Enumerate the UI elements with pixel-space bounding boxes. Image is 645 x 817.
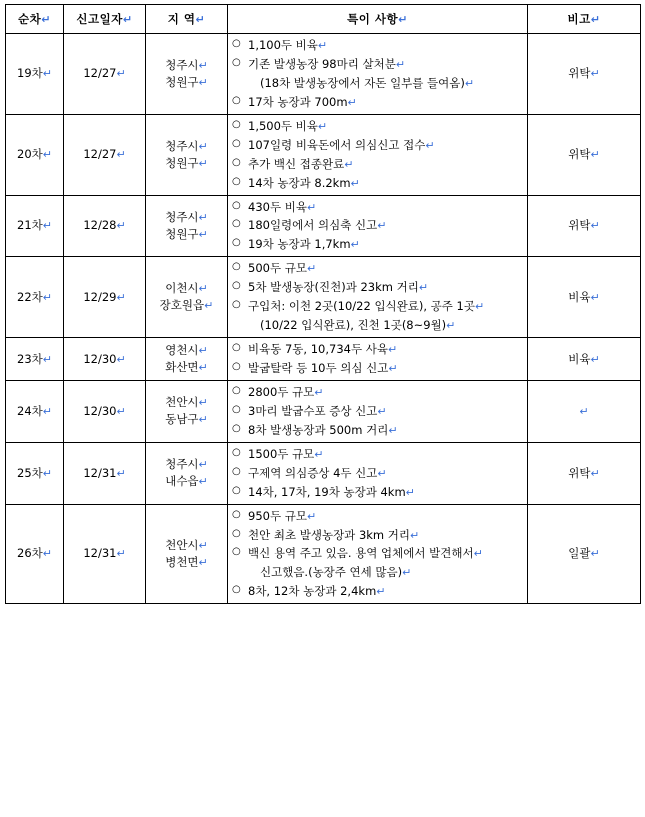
- detail-text: 1,500두 비육: [248, 118, 318, 133]
- region-line: [150, 297, 223, 314]
- detail-item: [232, 137, 523, 154]
- paragraph-mark-icon: ↵: [590, 352, 600, 366]
- paragraph-mark-icon: ↵: [195, 12, 206, 26]
- paragraph-mark-icon: ↵: [402, 566, 412, 580]
- cell-details: [228, 338, 528, 381]
- column-header-details: [228, 5, 528, 34]
- header-label-seq: 순차: [18, 11, 42, 26]
- paragraph-mark-icon: ↵: [198, 361, 208, 374]
- paragraph-mark-icon: ↵: [388, 423, 398, 437]
- paragraph-mark-icon: ↵: [116, 148, 126, 162]
- table-row: [6, 34, 641, 115]
- table-row: [6, 338, 641, 381]
- paragraph-mark-icon: ↵: [116, 404, 126, 418]
- detail-item: [232, 317, 523, 334]
- cell-region: [146, 380, 228, 442]
- paragraph-mark-icon: ↵: [122, 12, 133, 26]
- date-value: 12/30: [83, 403, 117, 418]
- table-row: [6, 257, 641, 338]
- outbreak-report-table: [5, 4, 641, 604]
- detail-item: [232, 94, 523, 111]
- paragraph-mark-icon: ↵: [473, 547, 483, 561]
- paragraph-mark-icon: ↵: [198, 156, 208, 170]
- seq-value: 19차: [17, 66, 43, 81]
- detail-text: 8차, 12차 농장과 2,4km: [248, 584, 377, 599]
- paragraph-mark-icon: ↵: [344, 157, 354, 171]
- bullet-circle-icon: ○: [232, 342, 241, 354]
- bullet-circle-icon: ○: [232, 361, 241, 372]
- detail-item: [232, 403, 523, 420]
- region-text: 동남구: [165, 412, 199, 427]
- paragraph-mark-icon: ↵: [198, 538, 208, 552]
- note-value: 위탁: [568, 218, 591, 233]
- paragraph-mark-icon: ↵: [198, 396, 208, 410]
- paragraph-mark-icon: ↵: [116, 466, 126, 480]
- paragraph-mark-icon: ↵: [590, 547, 600, 561]
- bullet-circle-icon: ○: [232, 94, 241, 106]
- region-text: 청주시: [165, 209, 199, 224]
- cell-note: [528, 114, 641, 195]
- paragraph-mark-icon: ↵: [317, 119, 328, 133]
- cell-seq: [6, 114, 64, 195]
- region-line: [150, 226, 223, 243]
- bullet-circle-icon: ○: [232, 465, 241, 477]
- paragraph-mark-icon: ↵: [198, 458, 208, 472]
- paragraph-mark-icon: ↵: [376, 585, 386, 599]
- paragraph-mark-icon: ↵: [314, 447, 324, 461]
- seq-value: 21차: [17, 218, 43, 233]
- detail-text: 비육동 7동, 10,734두 사육: [248, 342, 388, 357]
- paragraph-mark-icon: ↵: [198, 227, 208, 241]
- paragraph-mark-icon: ↵: [116, 219, 126, 233]
- cell-note: [528, 34, 641, 115]
- region-line: [150, 155, 223, 172]
- paragraph-mark-icon: ↵: [446, 319, 456, 333]
- paragraph-mark-icon: ↵: [579, 404, 589, 418]
- region-line: [150, 138, 223, 155]
- detail-text: 신고했음.(농장주 연세 많음): [260, 565, 403, 580]
- paragraph-mark-icon: ↵: [198, 282, 208, 296]
- cell-details: [228, 442, 528, 504]
- paragraph-mark-icon: ↵: [377, 466, 387, 480]
- note-value: 위탁: [568, 147, 591, 162]
- cell-seq: [6, 442, 64, 504]
- detail-item: [232, 422, 523, 439]
- paragraph-mark-icon: ↵: [590, 148, 600, 162]
- paragraph-mark-icon: ↵: [42, 148, 52, 162]
- detail-text: 14차 농장과 8.2km: [248, 175, 351, 190]
- bullet-circle-icon: ○: [232, 237, 241, 249]
- table-row: [6, 442, 641, 504]
- cell-seq: [6, 380, 64, 442]
- detail-text: 5차 발생농장(진천)과 23km 거리: [248, 280, 419, 295]
- region-text: 청주시: [165, 457, 199, 472]
- cell-date: [64, 257, 146, 338]
- cell-seq: [6, 195, 64, 257]
- cell-region: [146, 114, 228, 195]
- paragraph-mark-icon: ↵: [425, 138, 435, 152]
- detail-text: 3마리 발굽수포 증상 신고: [248, 403, 378, 418]
- column-header-note: [528, 5, 641, 34]
- detail-text: 1,100두 비육: [248, 38, 318, 52]
- bullet-circle-icon: ○: [232, 527, 241, 539]
- paragraph-mark-icon: ↵: [410, 528, 420, 542]
- cell-date: [64, 338, 146, 381]
- detail-text: 180일령에서 의심축 신고: [248, 218, 378, 233]
- paragraph-mark-icon: ↵: [590, 290, 600, 304]
- note-value: 위탁: [568, 465, 591, 480]
- header-label-note: 비고: [567, 11, 591, 26]
- detail-text: 430두 비육: [248, 199, 307, 214]
- bullet-circle-icon: ○: [232, 508, 241, 520]
- detail-item: [232, 583, 523, 600]
- detail-list: [232, 260, 523, 334]
- region-line: [150, 342, 223, 359]
- detail-item: [232, 564, 523, 581]
- region-line: [150, 456, 223, 473]
- region-text: 이천시: [165, 281, 199, 296]
- bullet-circle-icon: ○: [232, 137, 241, 149]
- cell-details: [228, 114, 528, 195]
- region-line: [150, 359, 223, 376]
- seq-value: 26차: [17, 546, 43, 561]
- detail-list: [232, 37, 523, 111]
- cell-date: [64, 195, 146, 257]
- region-line: [150, 411, 223, 428]
- detail-text: (18차 발생농장에서 자돈 일부를 들여옴): [260, 75, 465, 90]
- bullet-circle-icon: ○: [232, 484, 241, 496]
- paragraph-mark-icon: ↵: [350, 176, 360, 190]
- paragraph-mark-icon: ↵: [198, 58, 208, 72]
- paragraph-mark-icon: ↵: [418, 281, 429, 295]
- cell-region: [146, 257, 228, 338]
- bullet-circle-icon: ○: [232, 403, 241, 415]
- paragraph-mark-icon: ↵: [198, 210, 208, 224]
- cell-seq: [6, 338, 64, 381]
- header-label-details: 특이 사항: [347, 11, 399, 26]
- detail-item: [232, 545, 523, 562]
- paragraph-mark-icon: ↵: [590, 466, 600, 480]
- detail-item: [232, 384, 523, 401]
- paragraph-mark-icon: ↵: [116, 352, 126, 366]
- detail-text: 950두 규모: [248, 508, 307, 523]
- region-text: 내수읍: [165, 474, 199, 489]
- cell-details: [228, 504, 528, 604]
- region-line: [150, 554, 223, 571]
- paragraph-mark-icon: ↵: [377, 404, 387, 418]
- paragraph-mark-icon: ↵: [116, 547, 126, 561]
- region-text: 청원구: [165, 155, 199, 170]
- detail-text: 구입처: 이천 2곳(10/22 입식완료), 공주 1곳: [248, 299, 475, 314]
- paragraph-mark-icon: ↵: [306, 262, 317, 276]
- cell-note: [528, 504, 641, 604]
- detail-text: 19차 농장과 1,7km: [248, 237, 351, 252]
- date-value: 12/31: [83, 546, 117, 561]
- bullet-circle-icon: ○: [232, 280, 241, 292]
- column-header-region: [146, 5, 228, 34]
- date-value: 12/27: [83, 147, 117, 162]
- paragraph-mark-icon: ↵: [347, 95, 357, 109]
- cell-date: [64, 380, 146, 442]
- cell-note: [528, 442, 641, 504]
- paragraph-mark-icon: ↵: [377, 219, 387, 233]
- paragraph-mark-icon: ↵: [198, 75, 208, 89]
- table-header-row: [6, 5, 641, 34]
- cell-region: [146, 34, 228, 115]
- paragraph-mark-icon: ↵: [387, 343, 398, 357]
- paragraph-mark-icon: ↵: [388, 362, 398, 375]
- date-value: 12/30: [83, 351, 117, 366]
- paragraph-mark-icon: ↵: [464, 76, 475, 90]
- cell-seq: [6, 34, 64, 115]
- detail-item: [232, 199, 523, 216]
- detail-text: 1500두 규모: [248, 446, 315, 461]
- cell-date: [64, 504, 146, 604]
- region-line: [150, 280, 223, 297]
- bullet-circle-icon: ○: [232, 218, 241, 230]
- bullet-circle-icon: ○: [232, 175, 241, 187]
- detail-item: [232, 508, 523, 525]
- bullet-circle-icon: ○: [232, 38, 241, 49]
- detail-item: [232, 175, 523, 192]
- detail-text: 백신 용역 주고 있음. 용역 업체에서 발견해서: [248, 546, 474, 561]
- paragraph-mark-icon: ↵: [42, 352, 52, 366]
- bullet-circle-icon: ○: [232, 156, 241, 168]
- column-header-seq: [6, 5, 64, 34]
- date-value: 12/27: [83, 66, 117, 81]
- paragraph-mark-icon: ↵: [405, 485, 415, 499]
- paragraph-mark-icon: ↵: [590, 67, 600, 81]
- seq-value: 25차: [17, 465, 43, 480]
- detail-text: 추가 백신 접종완료: [248, 156, 345, 171]
- paragraph-mark-icon: ↵: [317, 39, 328, 52]
- detail-list: [232, 384, 523, 439]
- paragraph-mark-icon: ↵: [42, 547, 52, 561]
- detail-item: [232, 484, 523, 501]
- region-text: 병천면: [165, 554, 199, 569]
- detail-item: [232, 118, 523, 135]
- detail-text: 8차 발생농장과 500m 거리: [248, 422, 389, 437]
- detail-text: 기존 발생농장 98마리 살처분: [248, 56, 396, 71]
- region-line: [150, 209, 223, 226]
- cell-region: [146, 195, 228, 257]
- paragraph-mark-icon: ↵: [474, 300, 485, 314]
- date-value: 12/31: [83, 465, 117, 480]
- detail-text: (10/22 입식완료), 진천 1곳(8~9월): [260, 318, 447, 333]
- paragraph-mark-icon: ↵: [204, 299, 214, 313]
- detail-item: [232, 156, 523, 173]
- paragraph-mark-icon: ↵: [42, 404, 52, 418]
- table-row: [6, 195, 641, 257]
- detail-text: 500두 규모: [248, 261, 307, 276]
- detail-text: 구제역 의심증상 4두 신고: [248, 465, 378, 480]
- cell-details: [228, 257, 528, 338]
- date-value: 12/29: [83, 289, 117, 304]
- detail-text: 17차 농장과 700m: [248, 94, 348, 109]
- cell-region: [146, 442, 228, 504]
- cell-date: [64, 34, 146, 115]
- paragraph-mark-icon: ↵: [42, 219, 52, 233]
- detail-list: [232, 118, 523, 192]
- seq-value: 23차: [17, 351, 43, 366]
- detail-list: [232, 446, 523, 501]
- paragraph-mark-icon: ↵: [198, 475, 208, 489]
- table-header: [6, 5, 641, 34]
- paragraph-mark-icon: ↵: [314, 385, 324, 399]
- table-row: [6, 504, 641, 604]
- detail-item: [232, 260, 523, 277]
- detail-item: [232, 217, 523, 234]
- region-text: 영천시: [165, 343, 199, 358]
- paragraph-mark-icon: ↵: [350, 238, 360, 252]
- cell-region: [146, 504, 228, 604]
- cell-note: [528, 257, 641, 338]
- region-line: [150, 394, 223, 411]
- bullet-circle-icon: ○: [232, 384, 241, 396]
- note-value: 일괄: [568, 546, 591, 561]
- note-value: 비육: [568, 289, 591, 304]
- paragraph-mark-icon: ↵: [41, 12, 51, 26]
- cell-seq: [6, 504, 64, 604]
- region-text: 천안시: [165, 537, 199, 552]
- date-value: 12/28: [83, 218, 117, 233]
- detail-list: [232, 199, 523, 254]
- cell-date: [64, 442, 146, 504]
- table-row: [6, 114, 641, 195]
- cell-note: [528, 380, 641, 442]
- bullet-circle-icon: ○: [232, 56, 241, 68]
- detail-list: [232, 508, 523, 601]
- note-value: 위탁: [568, 66, 591, 81]
- cell-note: [528, 195, 641, 257]
- header-label-date: 신고일자: [76, 11, 123, 26]
- detail-text: 발굽탈락 등 10두 의심 신고: [248, 361, 389, 375]
- region-text: 천안시: [165, 395, 199, 410]
- detail-item: [232, 527, 523, 544]
- seq-value: 20차: [17, 147, 43, 162]
- detail-text: 천안 최초 발생농장과 3km 거리: [248, 527, 410, 542]
- bullet-circle-icon: ○: [232, 546, 241, 558]
- bullet-circle-icon: ○: [232, 446, 241, 458]
- detail-item: [232, 446, 523, 463]
- detail-item: [232, 56, 523, 73]
- table-row: [6, 380, 641, 442]
- paragraph-mark-icon: ↵: [198, 344, 208, 358]
- header-label-region: 지 역: [167, 11, 196, 26]
- paragraph-mark-icon: ↵: [116, 290, 126, 304]
- detail-item: [232, 279, 523, 296]
- paragraph-mark-icon: ↵: [398, 12, 408, 26]
- paragraph-mark-icon: ↵: [198, 139, 208, 153]
- bullet-circle-icon: ○: [232, 118, 241, 130]
- region-text: 청원구: [165, 74, 199, 89]
- region-text: 화산면: [165, 360, 199, 374]
- seq-value: 24차: [17, 403, 43, 418]
- detail-item: [232, 465, 523, 482]
- bullet-circle-icon: ○: [232, 422, 241, 434]
- paragraph-mark-icon: ↵: [590, 219, 600, 233]
- detail-item: [232, 298, 523, 315]
- detail-text: 2800두 규모: [248, 384, 315, 399]
- paragraph-mark-icon: ↵: [395, 57, 406, 71]
- note-value: 비육: [568, 351, 591, 366]
- detail-item: [232, 236, 523, 253]
- cell-seq: [6, 257, 64, 338]
- cell-region: [146, 338, 228, 381]
- paragraph-mark-icon: ↵: [198, 555, 208, 569]
- paragraph-mark-icon: ↵: [590, 12, 601, 26]
- detail-item: [232, 360, 523, 377]
- column-header-date: [64, 5, 146, 34]
- cell-details: [228, 195, 528, 257]
- cell-details: [228, 34, 528, 115]
- detail-item: [232, 341, 523, 358]
- cell-date: [64, 114, 146, 195]
- region-line: [150, 57, 223, 74]
- paragraph-mark-icon: ↵: [42, 290, 52, 304]
- detail-text: 107일령 비육돈에서 의심신고 접수: [248, 137, 426, 152]
- table-body: [6, 34, 641, 604]
- region-text: 장호원읍: [159, 298, 205, 313]
- bullet-circle-icon: ○: [232, 584, 241, 596]
- region-text: 청주시: [165, 57, 199, 72]
- seq-value: 22차: [17, 289, 43, 304]
- region-line: [150, 74, 223, 91]
- bullet-circle-icon: ○: [232, 199, 241, 211]
- bullet-circle-icon: ○: [232, 261, 241, 273]
- detail-item: [232, 75, 523, 92]
- detail-item: [232, 37, 523, 54]
- region-line: [150, 473, 223, 490]
- paragraph-mark-icon: ↵: [198, 413, 208, 427]
- region-text: 청원구: [165, 226, 199, 241]
- bullet-circle-icon: ○: [232, 299, 241, 311]
- cell-details: [228, 380, 528, 442]
- detail-list: [232, 341, 523, 377]
- region-text: 청주시: [165, 138, 199, 153]
- cell-note: [528, 338, 641, 381]
- paragraph-mark-icon: ↵: [306, 200, 317, 214]
- paragraph-mark-icon: ↵: [116, 67, 126, 81]
- region-line: [150, 537, 223, 554]
- detail-text: 14차, 17차, 19차 농장과 4km: [248, 484, 406, 499]
- paragraph-mark-icon: ↵: [42, 67, 52, 81]
- paragraph-mark-icon: ↵: [42, 466, 52, 480]
- paragraph-mark-icon: ↵: [306, 509, 317, 523]
